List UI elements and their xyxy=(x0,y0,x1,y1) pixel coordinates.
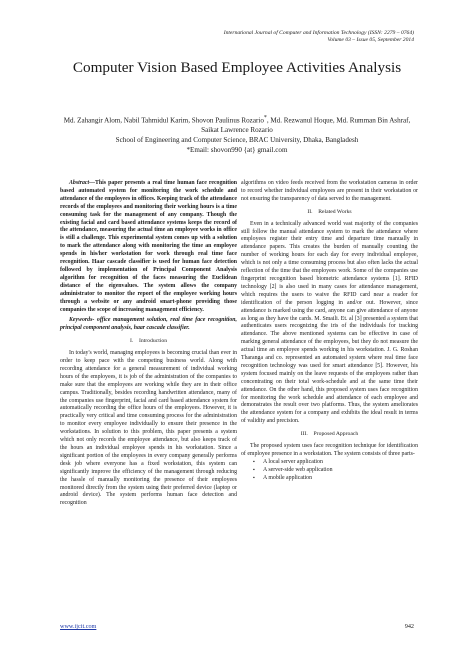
list-item: ▪ A server-side web application xyxy=(255,467,418,475)
section-heading-related-works: II. Related Works xyxy=(307,208,352,215)
affiliation: School of Engineering and Computer Science, BRAC University, Dhaka, Bangladesh xyxy=(115,136,359,145)
list-item: ▪ A mobile application xyxy=(255,475,418,483)
paper-title: Computer Vision Based Employee Activities Analysis xyxy=(72,59,402,76)
author-names-part2: , Md. Rezwanul Hoque, Md. Rumman Bin Ashraf, Saikat Lawrence Rozario xyxy=(201,116,411,135)
author-names-part1: Md. Zahangir Alom, Nabil Tahmidul Karim, Shovon Paulinus Rozario xyxy=(63,116,264,125)
section-heading-proposed-approach: III. Proposed Approach xyxy=(300,431,359,438)
abstract xyxy=(60,180,237,314)
journal-issue: Volume 03 – Issue 05, September 2014 xyxy=(327,37,414,43)
keywords-label: Keywords xyxy=(69,317,93,324)
journal-name: International Journal of Computer and Information Technology (ISSN: 2279 – 0764) xyxy=(223,30,414,36)
abstract-text: —This paper presents a real time human face recognition based automated system for monitoring the work schedule and attendance of the employees in offices. Keeping track of the attendance records of the employees and monitoring their working hours is a time consuming task for the management of any company. Though the existing facial and card based attendance systems keeps the record of the attendance, measuring the actual time an employee works in office is still a challenge. This experimental system comes up with a solution to mark the attendance along with monitoring the time an employee spends in his/her workstation for work through real time face recognition. Haar cascade classifier is used for human face detection followed by implementation of Principal Component Analysis algorithm for recognition of the faces measuring the Euclidean distance of the eigenvalues. The system allows the company administrator to monitor the report of the employee working hours through a website or any android smart-phone providing those companies the scope of increasing management efficiency. xyxy=(60,180,237,313)
corresponding-author-mark: * xyxy=(263,115,267,121)
related-works-text: Even in a technically advanced world vast majority of the companies still follow the manual attendance system to mark the attendance where employees register their entry time and departure time manually in attendance papers. This creates the burden of manually counting the number of working hours for each day for every individual employee, which is not only a time consuming process but also often lacks the actual reflection of the time that the employees work. Some of the companies use fingerprint recognition based biometric attendance systems [1]. RFID technology [2] is also used in many cases for attendance management, which requires the users to waive the RFID card near a reader for identification of the person logging in and/or out. However, since attendance is marked using the card, anyone can give attendance of anyone as long as they have the cards. M. Smaili. Et. al [3] presented a system that authenticates users recognizing the iris of the individuals for tracking attendance. The above mentioned systems can be effective in case of marking general attendance of the employees, but they do not measure the actual time an employee spends working in his workstation. J. G. Roshan Tharanga and co. represented an automated system where real time face recognition technology was used for smart attendance [5]. However, his system focused mainly on the leave requests of the employees rather than concentrating on their total work-schedule and at the same time their attendance. On the other hand, this proposed system uses face recognition for monitoring the work schedule and attendance of each employee and demonstrates the result over two platforms. Thus, the system ameliorates the attendance system for a company and exhibits the ideal result in terms of validity and precision. xyxy=(241,220,418,425)
section-heading-introduction: I. Introduction xyxy=(129,338,168,345)
list-item: ▪ A local server application xyxy=(255,459,418,467)
system-parts-list xyxy=(241,459,418,483)
author-names xyxy=(55,113,419,135)
right-column xyxy=(241,180,418,483)
introduction-continued: algorithms on video feeds received from the workstation cameras in order to record whether individual employees are present in their workstation or not ensuring the transparency of data served to the management. xyxy=(241,180,418,202)
journal-header xyxy=(84,30,414,44)
author-block xyxy=(55,113,419,155)
email: *Email: shovon990 {at} gmail.com xyxy=(186,146,288,155)
page-number: 942 xyxy=(404,623,414,630)
abstract-label: Abstract xyxy=(69,180,90,186)
proposed-approach-text: The proposed system uses face recognition technique for identification of employee presence in a workstation. The system consists of three parts- xyxy=(241,443,418,457)
introduction-text: In today's world, managing employees is becoming crucial than ever in order to keep pace with the competing business world. Along with recording attendance for a general measurement of individual working hours of the employees, it is job of the administration of the companies to make sure that the employees are working while they are in their office campus. Traditionally, besides recording handwritten attendance, many of the companies use fingerprint, facial and card based attendance system for automatically recording the office hours of the employees. However, it is practically very critical and time consuming process for the administration to monitor every employee individually to ensure their presence in the workstations. In solution to this problem, this paper presents a system which not only records the employee attendance, but also keeps track of the hours an individual employee spends in his workstation. Since a significant portion of the employees in every company generally performs desk job where everyone has a fixed workstation, this system can significantly improve the efficiency of the management through reducing the hassle of manually monitoring the presence of their employees monitored directly from the system using their preferred device (laptop or android device). The system performs human face detection and recognition xyxy=(60,350,237,507)
footer-journal-link[interactable]: www.ijcit.com xyxy=(60,623,97,630)
left-column xyxy=(60,180,237,508)
keywords xyxy=(60,317,237,333)
keywords-text: - office management solution, real time face recognition, principal component analysis, haar cascade classifier. xyxy=(60,317,237,332)
